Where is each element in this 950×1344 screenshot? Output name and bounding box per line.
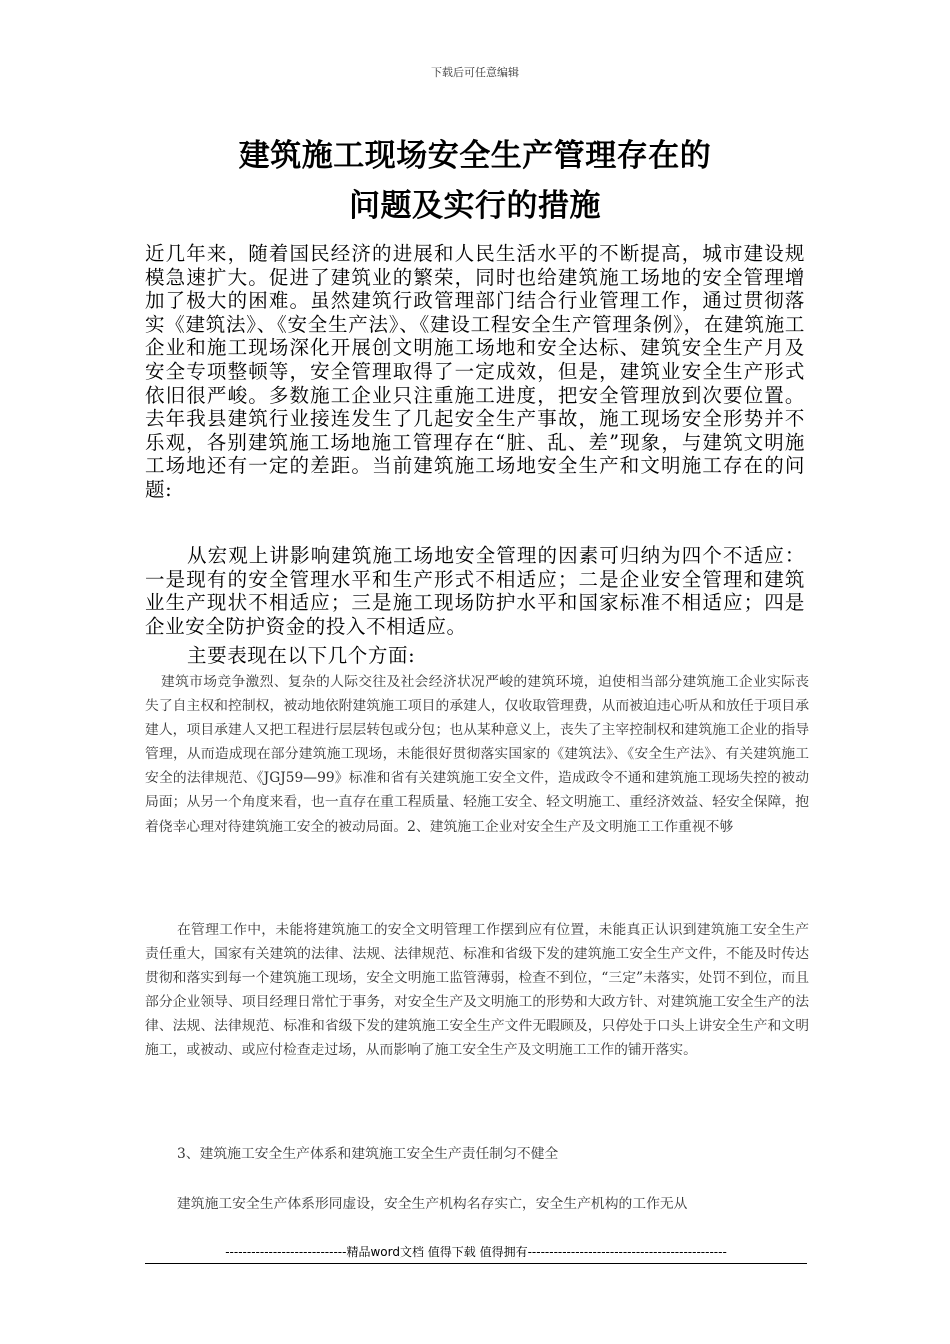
footer-text: ----------------------------精品word文档 值得下载 值得拥有---------------------------------------------- [225, 1245, 727, 1259]
header-note: 下载后可任意编辑 [431, 66, 519, 79]
document-title-line-2: 问题及实行的措施 [349, 188, 601, 224]
section-3-heading: 3、建筑施工安全生产体系和建筑施工安全生产责任制匀不健全 [177, 1146, 559, 1162]
macro-factors-paragraph: 从宏观上讲影响建筑施工场地安全管理的因素可归纳为四个不适应：一是现有的安全管理水平和生产形式不相适应；二是企业安全管理和建筑业生产现状不相适应；三是施工现场防护水平和国家标准不相适应；四是企业安全防护资金的投入不相适应。 [145, 544, 805, 638]
main-aspects-heading: 主要表现在以下几个方面: [187, 644, 416, 667]
intro-paragraph: 近几年来，随着国民经济的进展和人民生活水平的不断提高，城市建设规模急速扩大。促进了建筑业的繁荣，同时也给建筑施工场地的安全管理增加了极大的困难。虽然建筑行政管理部门结合行业管理工作，通过贯彻落实《建筑法》、《安全生产法》、《建设工程安全生产管理条例》，在建筑施工企业和施工现场深化开展创文明施工场地和安全达标、建筑安全生产月及安全专项整顿等，安全管理取得了一定成效，但是，建筑业安全生产形式依旧很严峻。多数施工企业只注重施工进度，把安全管理放到次要位置。去年我县建筑行业接连发生了几起安全生产事故，施工现场安全形势并不乐观，各别建筑施工场地施工管理存在“脏、乱、差”现象，与建筑文明施工场地还有一定的差距。当前建筑施工场地安全生产和文明施工存在的问题: [145, 242, 805, 501]
safety-system-paragraph: 建筑施工安全生产体系形同虚设，安全生产机构名存实亡，安全生产机构的工作无从 [177, 1196, 688, 1212]
market-environment-paragraph: 建筑市场竞争激烈、复杂的人际交往及社会经济状况严峻的建筑环境，迫使相当部分建筑施工企业实际丧失了自主权和控制权，被动地依附建筑施工项目的承建人，仅收取管理费，从而被迫违心听从和放任于项目承建人，项目承建人又把工程进行层层转包或分包；也从某种意义上，丧失了主宰控制权和建筑施工企业的指导管理，从而造成现在部分建筑施工现场，未能很好贯彻落实国家的《建筑法》、《安全生产法》、有关建筑施工安全的法律规范、《JGJ59—99》标准和省有关建筑施工安全文件，造成政令不通和建筑施工现场失控的被动局面；从另一个角度来看，也一直存在重工程质量、轻施工安全、轻文明施工、重经济效益、轻安全保障，抱着侥幸心理对待建筑施工安全的被动局面。2、建筑施工企业对安全生产及文明施工工作重视不够 [145, 674, 809, 835]
management-attention-paragraph: 在管理工作中，未能将建筑施工的安全文明管理工作摆到应有位置，未能真正认识到建筑施工安全生产责任重大，国家有关建筑的法律、法规、法律规范、标准和省级下发的建筑施工安全生产文件，不能及时传达贯彻和落实到每一个建筑施工现场，安全文明施工监管薄弱，检查不到位，“三定”未落实，处罚不到位，而且部分企业领导、项目经理日常忙于事务，对安全生产及文明施工的形势和大政方针、对建筑施工安全生产的法律、法规、法律规范、标准和省级下发的建筑施工安全生产文件无暇顾及，只停处于口头上讲安全生产和文明施工，或被动、或应付检查走过场，从而影响了施工安全生产及文明施工工作的铺开落实。 [145, 922, 809, 1059]
document-title-line-1: 建筑施工现场安全生产管理存在的 [238, 138, 712, 174]
footer-divider [145, 1263, 807, 1264]
